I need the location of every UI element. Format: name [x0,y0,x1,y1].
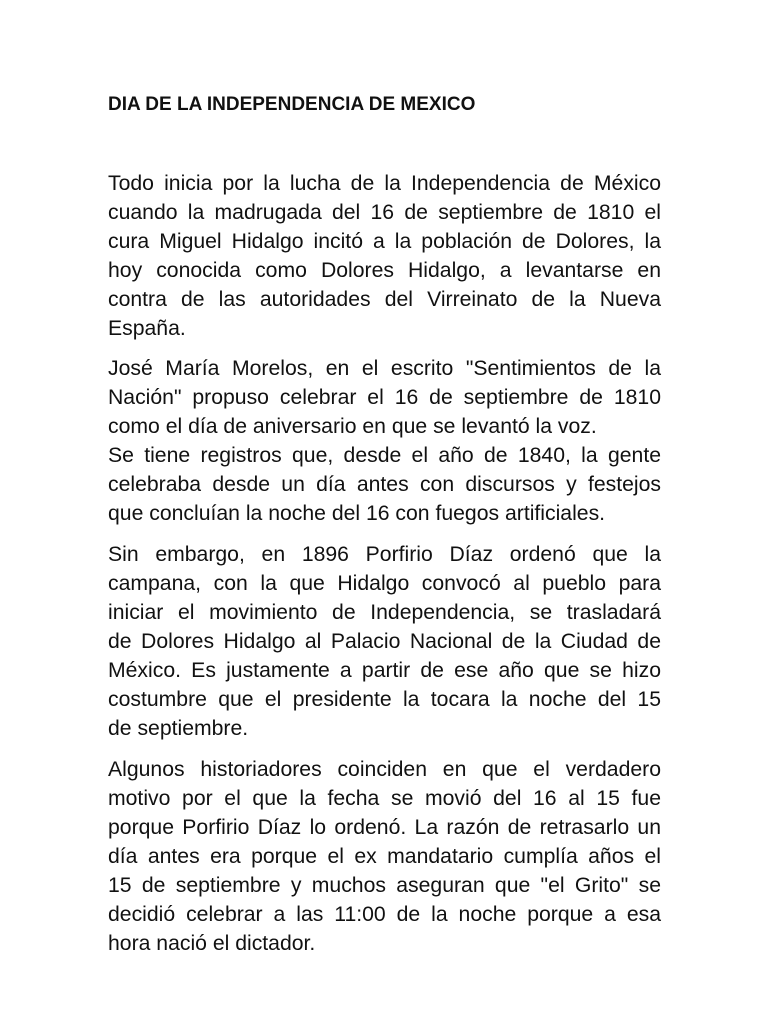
text-line: contra de las autoridades del Virreinato de la Nueva [108,288,661,311]
text-line: costumbre que el presidente la tocara la noche del 15 [108,688,661,711]
text-line: Nación" propuso celebrar el 16 de septiembre de 1810 [108,386,661,409]
text-line: Sin embargo, en 1896 Porfirio Díaz ordenó que la [108,543,661,566]
text-line: México. Es justamente a partir de ese año que se hizo [108,659,661,682]
paragraph-4 [108,755,661,958]
text-line: que concluían la noche del 16 con fuegos artificiales. [108,502,606,525]
text-line: celebraba desde un día antes con discursos y festejos [108,473,661,496]
text-line: 15 de septiembre y muchos aseguran que "el Grito" se [108,874,661,897]
paragraph-3 [108,540,661,743]
text-line: campana, con la que Hidalgo convocó al pueblo para [108,572,661,595]
document-title: DIA DE LA INDEPENDENCIA DE MEXICO [108,94,476,115]
text-line: Se tiene registros que, desde el año de 1840, la gente [108,444,661,467]
text-line: de Dolores Hidalgo al Palacio Nacional de la Ciudad de [108,630,661,653]
text-line: decidió celebrar a las 11:00 de la noche porque a esa [108,903,661,926]
text-line: Algunos historiadores coinciden en que el verdadero [108,758,661,781]
text-line: porque Porfirio Díaz lo ordenó. La razón de retrasarlo un [108,816,661,839]
text-line: iniciar el movimiento de Independencia, se trasladará [108,601,661,624]
text-line: cuando la madrugada del 16 de septiembre de 1810 el [108,201,661,224]
text-line: hora nació el dictador. [108,932,316,955]
text-line: José María Morelos, en el escrito "Sentimientos de la [108,357,661,380]
text-line: hoy conocida como Dolores Hidalgo, a levantarse en [108,259,661,282]
text-line: motivo por el que la fecha se movió del 16 al 15 fue [108,787,661,810]
text-line: de septiembre. [108,717,249,740]
text-line: España. [108,317,186,340]
text-line: como el día de aniversario en que se levantó la voz. [108,415,597,438]
text-line: cura Miguel Hidalgo incitó a la población de Dolores, la [108,230,661,253]
text-line: Todo inicia por la lucha de la Independencia de México [108,172,661,195]
text-line: día antes era porque el ex mandatario cumplía años el [108,845,661,868]
paragraph-1 [108,169,661,343]
paragraph-2 [108,354,661,528]
